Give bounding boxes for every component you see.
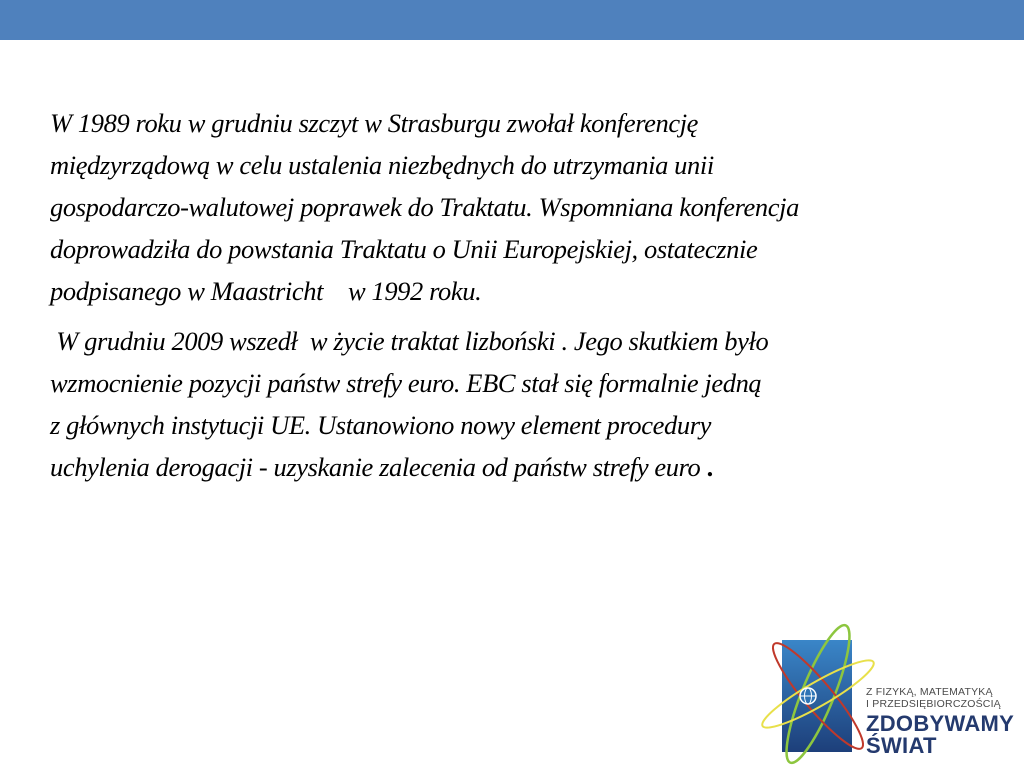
- header-bar: [0, 0, 1024, 40]
- slide-content: [50, 102, 960, 488]
- logo-title-line2: ŚWIAT: [866, 733, 937, 758]
- paragraph-lisbon: [50, 320, 960, 488]
- logo-emblem: [770, 624, 870, 768]
- logo-title-line1: ZDOBYWAMY: [866, 711, 1015, 736]
- project-logo: [770, 624, 1024, 768]
- paragraph-maastricht: W 1989 roku w grudniu szczyt w Strasburgu zwołał konferencję międzyrządową w celu ustalenia niezbędnych do utrzymania unii gospodarczo-walutowej poprawek do Traktatu. Wspomniana konferencja doprowadziła do powstania Traktatu o Unii Europejskiej, ostatecznie podpisanego w Maastricht w 1992 roku.: [50, 108, 799, 306]
- paragraph-lisbon-text: W grudniu 2009 wszedł w życie traktat lizboński . Jego skutkiem było wzmocnienie pozycji państw strefy euro. EBC stał się formalnie jedną z głównych instytucji UE. Ustanowiono nowy element procedury uchylenia derogacji - uzyskanie zalecenia od państw strefy euro: [50, 326, 769, 482]
- globe-icon: [800, 688, 816, 704]
- logo-tagline-line1: Z FIZYKĄ, MATEMATYKĄ: [866, 686, 993, 698]
- paragraph-lisbon-period: .: [706, 452, 713, 482]
- logo-tagline-line2: I PRZEDSIĘBIORCZOŚCIĄ: [866, 698, 1001, 710]
